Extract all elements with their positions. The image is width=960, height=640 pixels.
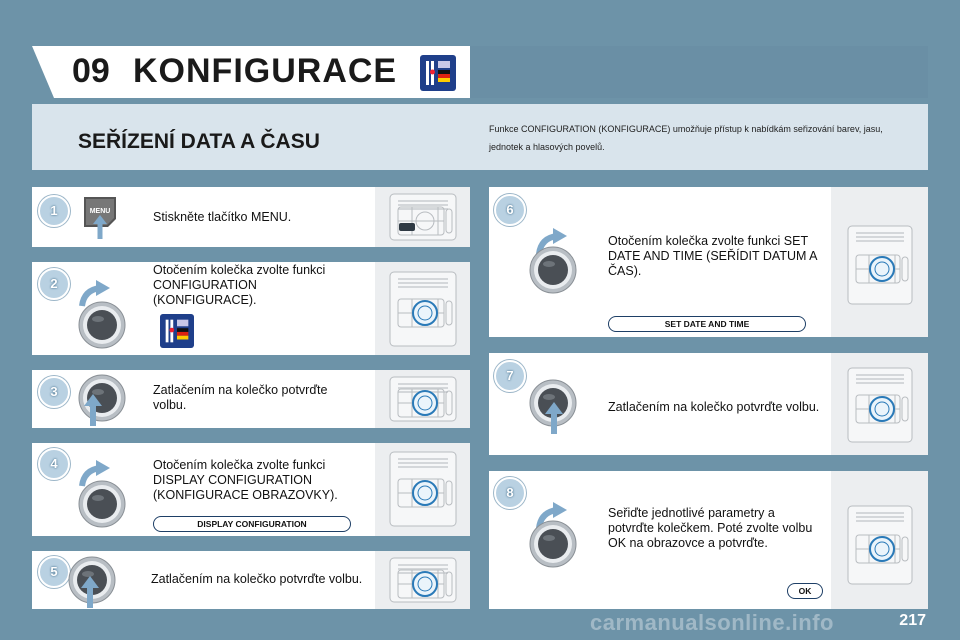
car-radio-diagram [378,371,468,427]
step-badge-1: 1 [38,195,70,227]
menu-button-icon [78,193,122,241]
step-badge-7: 7 [494,360,526,392]
car-radio-diagram [378,552,468,608]
step-text-2: Otočením kolečka zvolte funkci CONFIGURATION (KONFIGURACE). [153,263,326,307]
step-text-5: Zatlačením na kolečko potvrďte volbu. [151,572,363,586]
car-radio-diagram [836,500,924,590]
control-knob-icon [527,244,579,296]
control-knob-icon [76,299,128,351]
title-bar-right [470,46,928,98]
configuration-icon [420,55,456,91]
title-bar-corner [32,46,54,98]
car-radio-diagram [836,220,924,310]
step-text-4: Otočením kolečka zvolte funkci DISPLAY CONFIGURATION (KONFIGURACE OBRAZOVKY). [153,458,338,502]
step-text-1: Stiskněte tlačítko MENU. [153,210,292,224]
control-knob-icon [527,518,579,570]
step-badge-8: 8 [494,477,526,509]
screen-option-set-date-and-time: SET DATE AND TIME [608,316,806,332]
step-badge-3: 3 [38,376,70,408]
step-text-8: Seřiďte jednotlivé parametry a potvrďte kolečkem. Poté zvolte volbu OK na obrazovce a potvrďte. [608,506,813,550]
watermark: carmanualsonline.info [590,610,834,635]
page-subtitle: SEŘÍZENÍ DATA A ČASU [78,130,320,153]
step-text-6: Otočením kolečka zvolte funkci SET DATE AND TIME (SEŘÍDIT DATUM A ČAS). [608,234,817,278]
screen-option-display-configuration: DISPLAY CONFIGURATION [153,516,351,532]
screen-option-ok: OK [787,583,823,599]
section-number: 09 [72,52,110,90]
step-text-7: Zatlačením na kolečko potvrďte volbu. [608,400,820,414]
push-arrow-icon [83,392,103,426]
step-badge-2: 2 [38,268,70,300]
configuration-icon [158,314,196,348]
push-arrow-icon [80,574,100,608]
step-badge-6: 6 [494,194,526,226]
section-title: KONFIGURACE [133,52,398,90]
car-radio-diagram [378,266,468,352]
intro-text: Funkce CONFIGURATION (KONFIGURACE) umožňuje přístup k nabídkám seřizování barev, jasu, jednotek a hlasových povelů. [489,124,883,152]
control-knob-icon [76,478,128,530]
push-arrow-icon [544,400,564,434]
car-radio-diagram [836,362,924,448]
step-badge-5: 5 [38,556,70,588]
step-text-3: Zatlačením na kolečko potvrďte volbu. [153,383,328,412]
menu-button-label: MENU [89,208,111,215]
step-badge-4: 4 [38,448,70,480]
page-number: 217 [899,612,926,629]
car-radio-diagram [378,446,468,532]
car-radio-diagram [378,188,468,246]
